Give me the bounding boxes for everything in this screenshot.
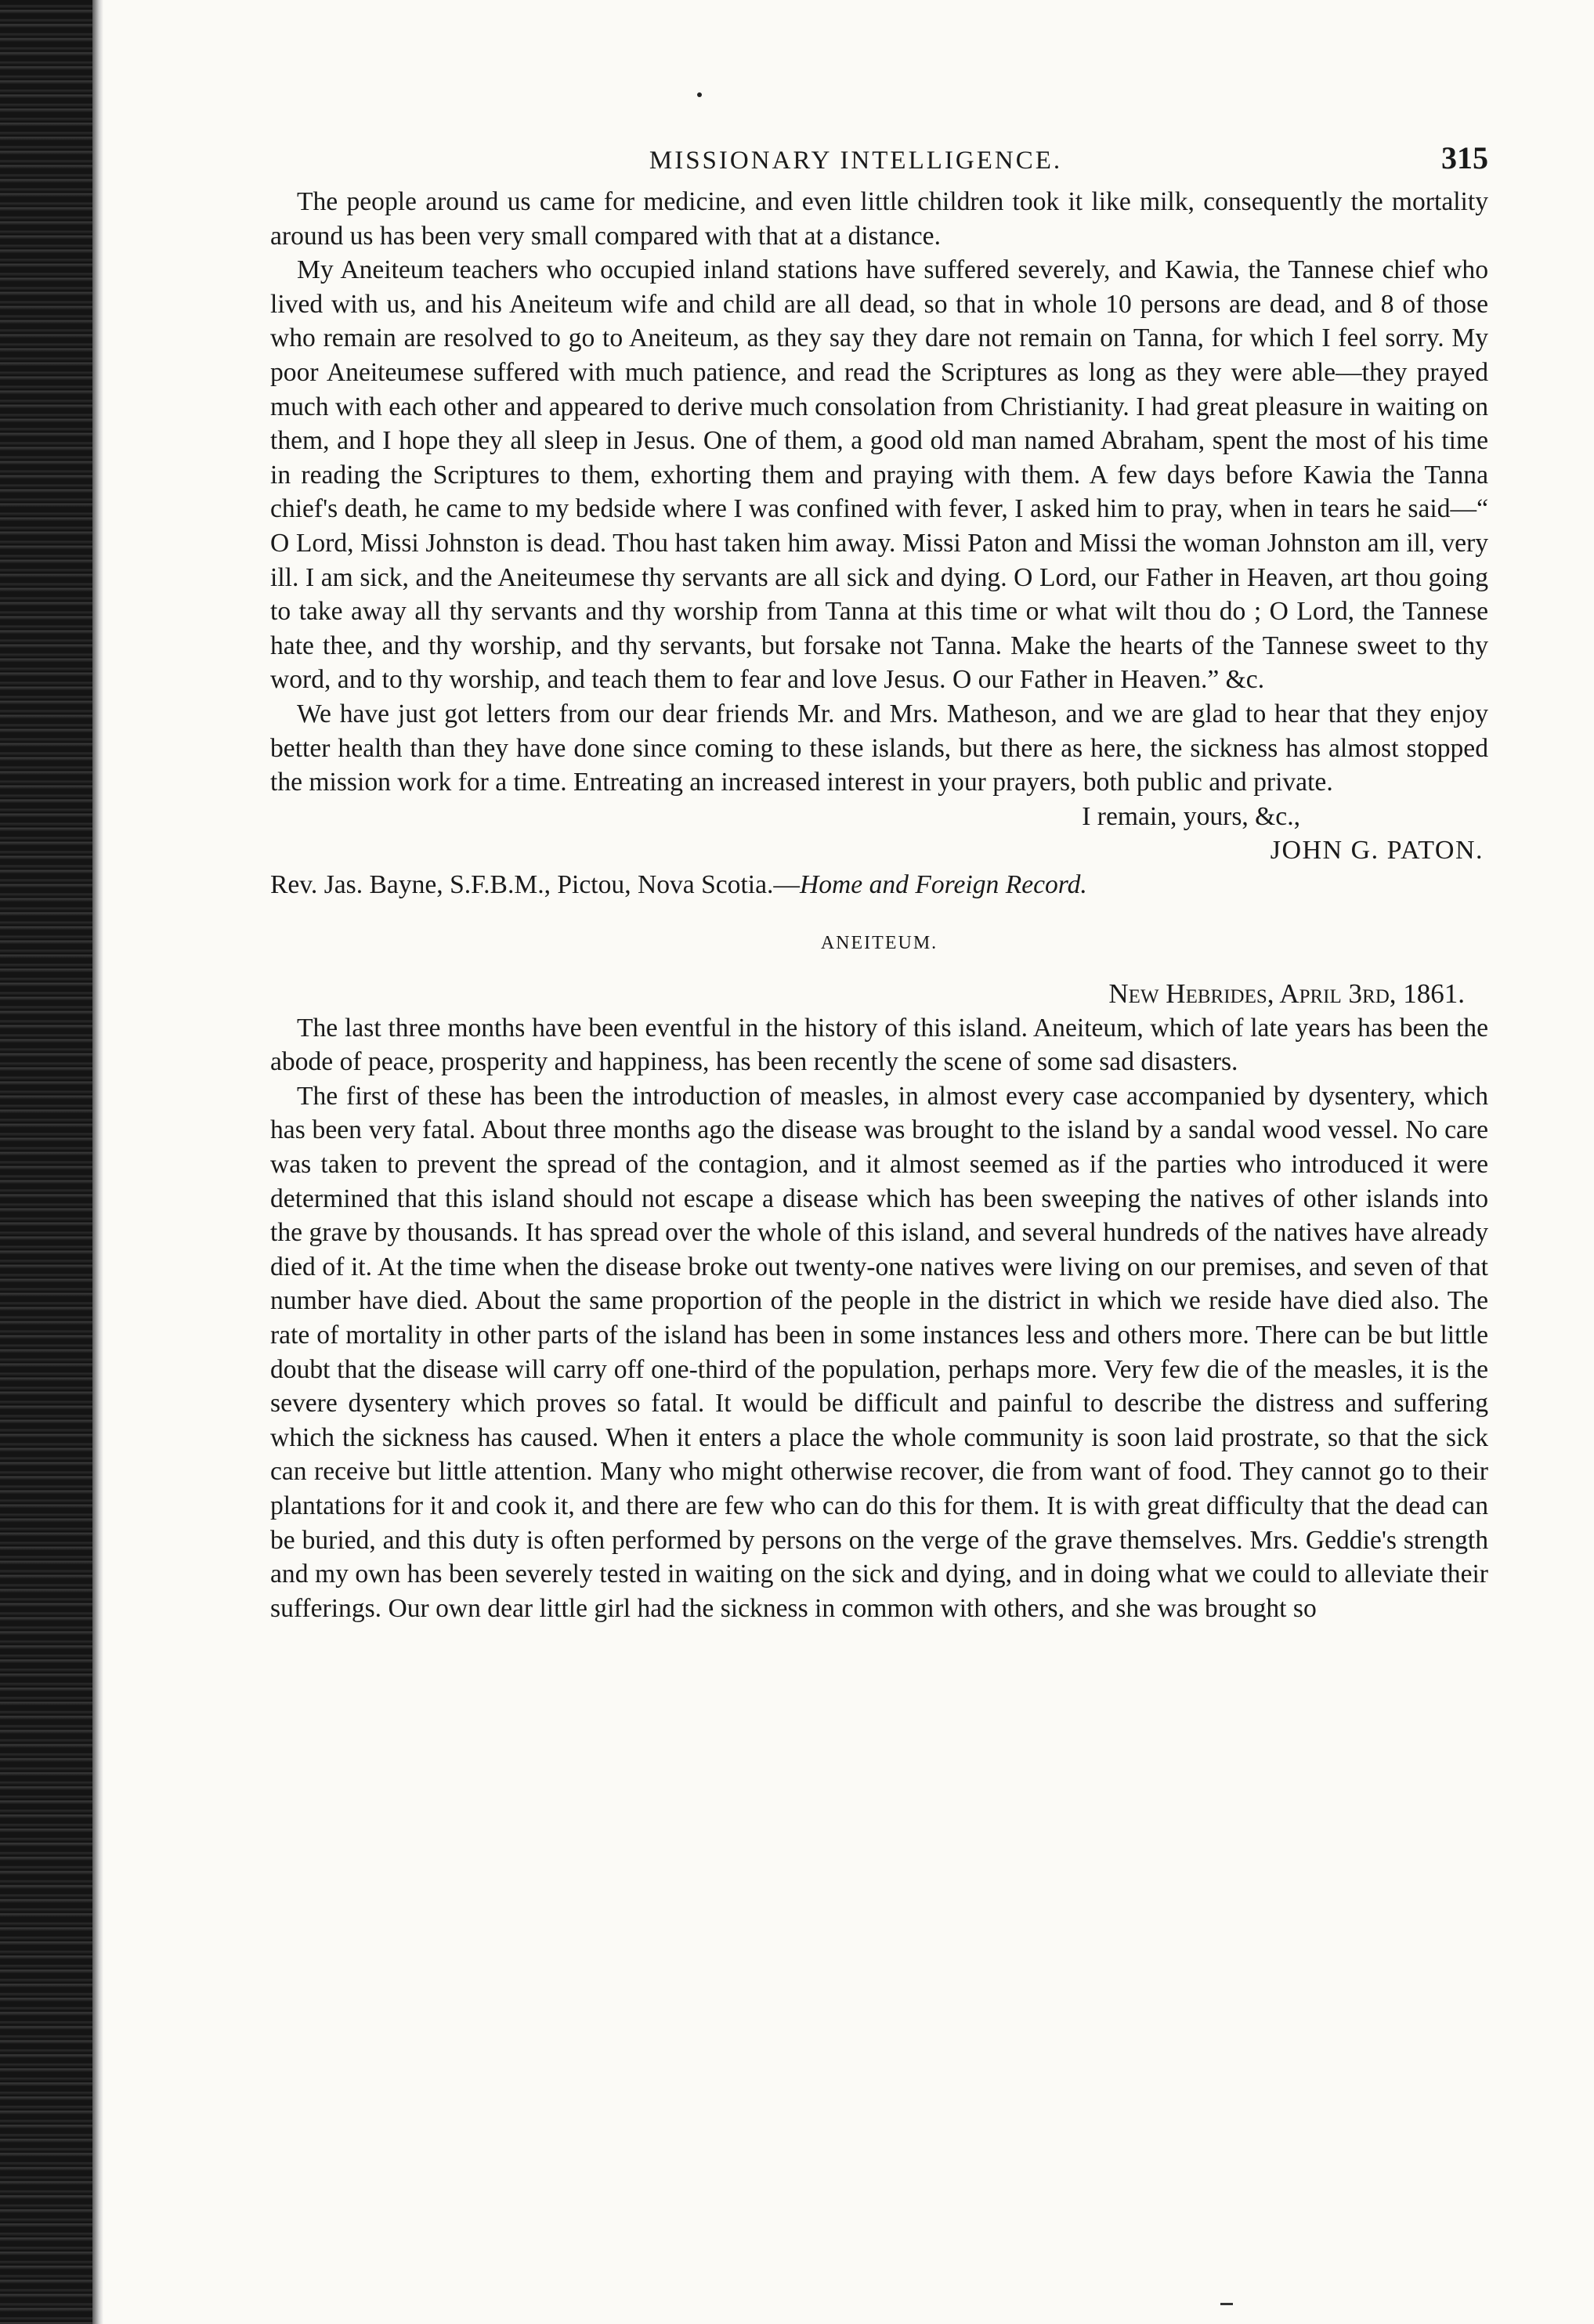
letter-address <box>270 868 1488 902</box>
letter-paragraph: We have just got letters from our dear friends Mr. and Mrs. Matheson, and we are glad to hear that they enjoy better health than they have done since coming to these islands, but there as here, the sickness has almost stopped the mission work for a time. Entreating an increased interest in your prayers, both public and private. <box>270 699 1488 797</box>
letter-closing: I remain, yours, &c., <box>1082 801 1300 831</box>
letter-signature: JOHN G. PATON. <box>1270 836 1484 866</box>
dateline: New Hebrides, April 3rd, 1861. <box>1108 978 1465 1010</box>
running-head: MISSIONARY INTELLIGENCE. <box>649 146 1063 175</box>
page-number: 315 <box>1441 140 1488 175</box>
letter-paragraph: The people around us came for medicine, and even little children took it like milk, consequently the mortality around us has been very small compared with that at a distance. <box>270 187 1488 251</box>
ink-speck <box>697 92 702 97</box>
section-heading: ANEITEUM. <box>820 933 938 954</box>
book-binding-edge <box>0 0 92 2324</box>
section-paragraph: The first of these has been the introduction of measles, in almost every case accompanied by dysentery, which has been very fatal. About three months ago the disease was brought to the island by a sandal wood vessel. No care was taken to prevent the spread of the contagion, and it almost seemed as if the parties who introduced it were determined that this island should not escape a disease which has been sweeping the natives of other islands into the grave by thousands. It has spread over the whole of this island, and several hundreds of the natives have already died of it. At the time when the disease broke out twenty-one natives were living on our premises, and seven of that number have died. About the same proportion of the people in the district in which we reside have died also. The rate of mortality in other parts of the island has been in some instances less and others more. There can be but little doubt that the disease will carry off one-third of the population, perhaps more. Very few die of the measles, it is the severe dysentery which proves so fatal. It would be difficult and painful to describe the distress and suffering which the sickness has caused. When it enters a place the whole community is soon laid prostrate, so that the sick can receive but little attention. Many who might otherwise recover, die from want of food. They cannot go to their plantations for it and cook it, and there are few who can do this for them. It is with great difficulty that the dead can be buried, and this duty is often performed by persons on the verge of the grave themselves. Mrs. Geddie's strength and my own has been severely tested in waiting on the sick and dying, and in doing what we could to alleviate their sufferings. Our own dear little girl had the sickness in common with others, and she was brought so <box>270 1081 1488 1623</box>
section-paragraph: The last three months have been eventful in the history of this island. Aneiteum, which of late years has been the abode of peace, prosperity and happiness, has been recently the scene of some sad disasters. <box>270 1013 1488 1077</box>
article-body <box>270 185 1488 1625</box>
page-header <box>270 139 1488 185</box>
letter-paragraph: My Aneiteum teachers who occupied inland stations have suffered severely, and Kawia, the Tannese chief who lived with us, and his Aneiteum wife and child are all dead, so that in whole 10 persons are dead, and 8 of those who remain are resolved to go to Aneiteum, as they say they dare not remain on Tanna, for which I feel sorry. My poor Aneiteumese suffered with much patience, and read the Scriptures as long as they were able—they prayed much with each other and appeared to derive much consolation from Christianity. I had great pleasure in waiting on them, and I hope they all sleep in Jesus. One of them, a good old man named Abraham, spent the most of his time in reading the Scriptures to them, exhorting them and praying with them. A few days before Kawia the Tanna chief's death, he came to my bedside where I was confined with fever, I asked him to pray, when in tears he said—“ O Lord, Missi Johnston is dead. Thou hast taken him away. Missi Paton and Missi the woman Johnston am ill, very ill. I am sick, and the Aneiteumese thy servants are all sick and dying. O Lord, our Father in Heaven, art thou going to take away all thy servants and thy worship from Tanna at this time or what wilt thou do ; O Lord, the Tannese hate thee, and thy worship, and thy servants, but forsake not Tanna. Make the hearts of the Tannese sweet to thy word, and to thy worship, and teach them to fear and love Jesus. O our Father in Heaven.” &c. <box>270 255 1488 695</box>
source-citation: Home and Foreign Record. <box>800 869 1087 899</box>
page <box>270 139 1488 1625</box>
binding-shadow <box>92 0 103 2324</box>
dash-mark <box>1220 2303 1233 2305</box>
address-text: Rev. Jas. Bayne, S.F.B.M., Pictou, Nova Scotia.— <box>270 869 801 899</box>
